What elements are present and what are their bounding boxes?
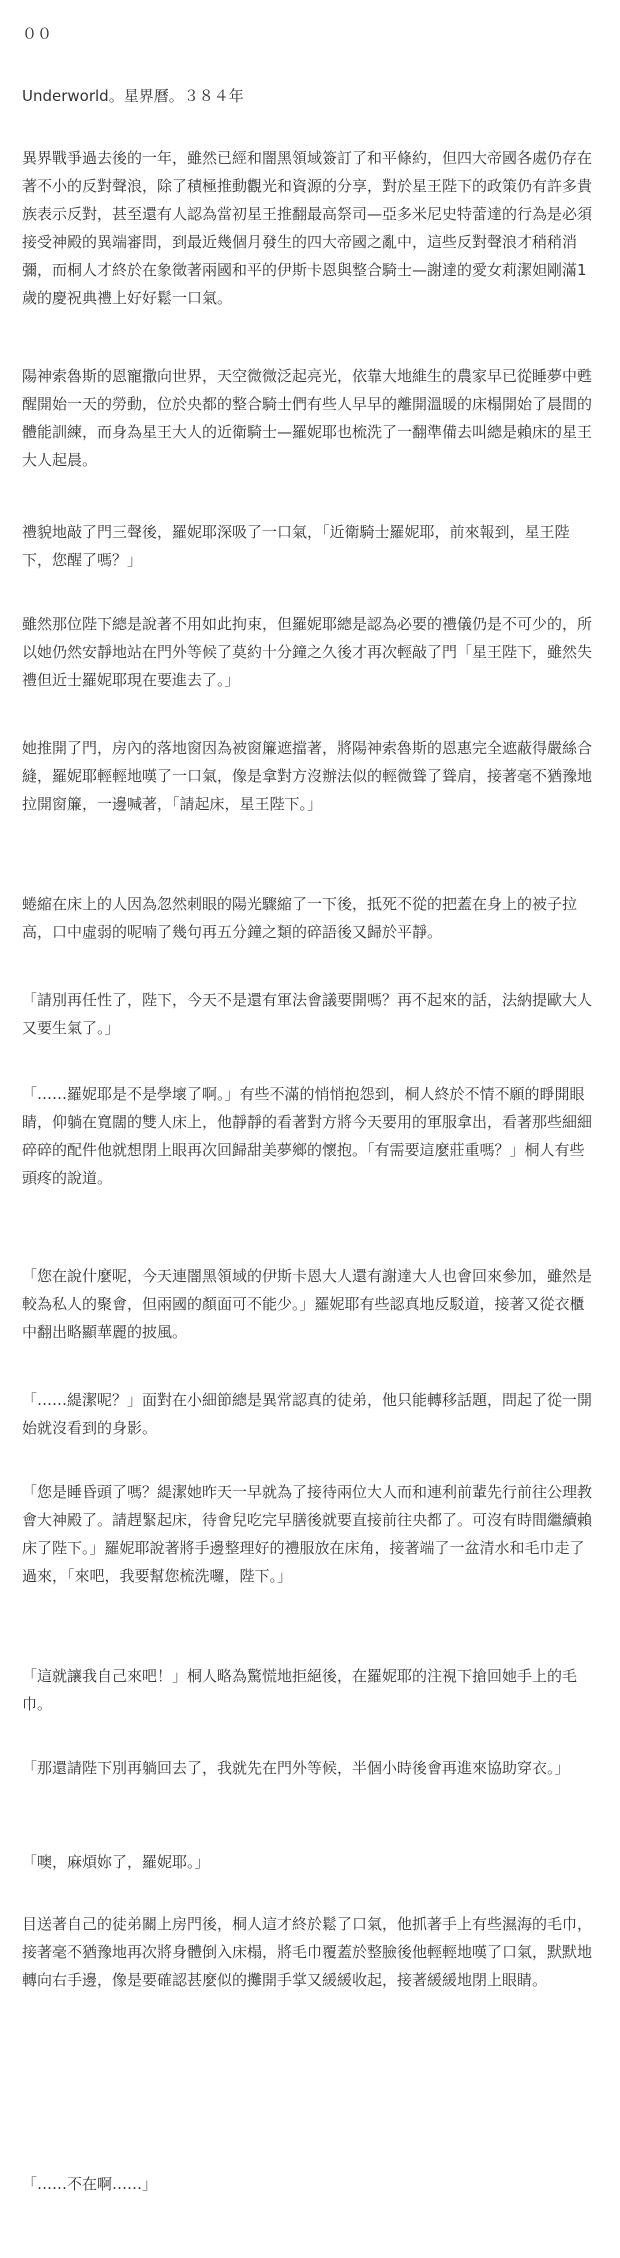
paragraph: 「請別再任性了，陛下，今天不是還有軍法會議要開嗎？再不起來的話，法納提歐大人又要生氣了。」 bbox=[22, 991, 593, 1037]
paragraph: 雖然那位陛下總是說著不用如此拘束，但羅妮耶總是認為必要的禮儀仍是不可少的，所以她仍然安靜地站在門外等候了莫約十分鐘之久後才再次輕敲了門「星王陛下，雖然失禮但近士羅妮耶現在要進去了。」 bbox=[22, 615, 593, 689]
setting-line: Underworld。星界曆。３８４年 bbox=[22, 87, 244, 105]
paragraph: 「您在說什麼呢，今天連闇黑領域的伊斯卡恩大人還有謝達大人也會回來參加，雖然是較為私人的聚會，但兩國的顏面可不能少。」羅妮耶有些認真地反駁道，接著又從衣櫃中翻出略顯華麗的披風。 bbox=[22, 1267, 593, 1341]
paragraph: 禮貌地敲了門三聲後，羅妮耶深吸了一口氣，「近衛騎士羅妮耶，前來報到，星王陛下，您醒了嗎？」 bbox=[22, 523, 570, 569]
paragraph: 「……羅妮耶是不是學壞了啊。」有些不滿的悄悄抱怨到，桐人終於不情不願的睜開眼睛，仰躺在寬闊的雙人床上，他靜靜的看著對方將今天要用的軍服拿出，看著那些細細碎碎的配件他就想閉上眼再次回歸甜美夢鄉的懷抱。「有需要這麼莊重嗎？」桐人有些頭疼的說道。 bbox=[22, 1085, 593, 1187]
paragraph: 「這就讓我自己來吧！」桐人略為驚慌地拒絕後，在羅妮耶的注視下搶回她手上的毛巾。 bbox=[22, 1667, 578, 1713]
paragraph: 「……不在啊……」 bbox=[22, 2175, 158, 2193]
chapter-number: ００ bbox=[22, 25, 53, 43]
paragraph: 異界戰爭過去後的一年，雖然已經和闇黑領域簽訂了和平條約，但四大帝國各處仍存在著不小的反對聲浪，除了積極推動觀光和資源的分享，對於星王陛下的政策仍有許多貴族表示反對，甚至還有人認為當初星王推翻最高祭司—亞多米尼史特蕾達的行為是必須接受神殿的異端審問，到最近幾個月發生的四大帝國之亂中，這些反對聲浪才稍稍消彌，而桐人才終於在象徵著兩國和平的伊斯卡恩與整合騎士—謝達的愛女莉潔妲剛滿1歲的慶祝典禮上好好鬆一口氣。 bbox=[22, 149, 593, 307]
paragraph: 陽神索魯斯的恩寵撒向世界，天空微微泛起亮光，依靠大地維生的農家早已從睡夢中甦醒開始一天的勞動，位於央都的整合騎士們有些人早早的離開溫暖的床榻開始了晨間的體能訓練，而身為星王大人的近衛騎士—羅妮耶也梳洗了一翻準備去叫總是賴床的星王大人起晨。 bbox=[22, 367, 593, 469]
paragraph: 「……緹潔呢？」面對在小細節總是異常認真的徒弟，他只能轉移話題，問起了從一開始就沒看到的身影。 bbox=[22, 1391, 593, 1437]
paragraph: 目送著自己的徒弟關上房門後，桐人這才終於鬆了口氣，他抓著手上有些濕海的毛巾，接著毫不猶豫地再次將身體倒入床榻，將毛巾覆蓋於整臉後他輕輕地嘆了口氣，默默地轉向右手邊，像是要確認甚麼似的攤開手掌又緩緩收起，接著緩緩地閉上眼睛。 bbox=[22, 1915, 593, 1989]
paragraph: 「噢，麻煩妳了，羅妮耶。」 bbox=[22, 1853, 210, 1871]
paragraph: 「您是睡昏頭了嗎？緹潔她昨天一早就為了接待兩位大人而和連利前輩先行前往公理教會大神殿了。請趕緊起床，待會兒吃完早膳後就要直接前往央都了。可沒有時間繼續賴床了陛下。」羅妮耶說著將手邊整理好的禮服放在床角，接著端了一盆清水和毛巾走了過來，「來吧，我要幫您梳洗囉，陛下。」 bbox=[22, 1483, 593, 1585]
paragraph: 她推開了門，房內的落地窗因為被窗簾遮擋著，將陽神索魯斯的恩惠完全遮蔽得嚴絲合縫，羅妮耶輕輕地嘆了一口氣，像是拿對方沒辦法似的輕微聳了聳肩，接著毫不猶豫地拉開窗簾，一邊喊著，「請起床，星王陛下。」 bbox=[22, 739, 593, 813]
paragraph: 蜷縮在床上的人因為忽然刺眼的陽光驟縮了一下後，抵死不從的把蓋在身上的被子拉高，口中虛弱的呢喃了幾句再五分鐘之類的碎語後又歸於平靜。 bbox=[22, 895, 578, 941]
paragraph: 「那還請陛下別再躺回去了，我就先在門外等候，半個小時後會再進來協助穿衣。」 bbox=[22, 1759, 570, 1777]
